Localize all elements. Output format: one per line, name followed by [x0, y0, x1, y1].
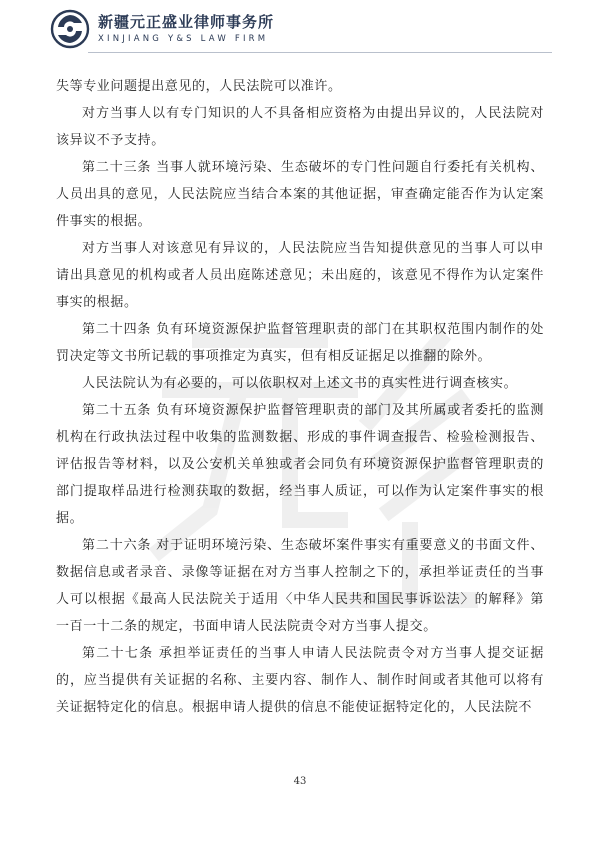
article-25: 第二十五条 负有环境资源保护监督管理职责的部门及其所属或者委托的监测机构在行政执法过程中收集的监测数据、形成的事件调查报告、检验检测报告、评估报告等材料，以及公安机关单独或者会同负有环境资源保护监督管理职责的部门提取样品进行检测获取的数据，经当事人质证，可以作为认定案件事实的根据。 — [56, 403, 544, 526]
article-24: 第二十四条 负有环境资源保护监督管理职责的部门在其职权范围内制作的处罚决定等文书所记载的事项推定为真实，但有相反证据足以推翻的除外。 — [56, 322, 544, 364]
article-26: 第二十六条 对于证明环境污染、生态破坏案件事实有重要意义的书面文件、数据信息或者录音、录像等证据在对方当事人控制之下的，承担举证责任的当事人可以根据《最高人民法院关于适用〈中华人民共和国民事诉讼法〉的解释》第一百一十二条的规定，书面申请人民法院责令对方当事人提交。 — [56, 538, 544, 634]
paragraph: 对方当事人对该意见有异议的，人民法院应当告知提供意见的当事人可以申请出具意见的机构或者人员出庭陈述意见；未出庭的，该意见不得作为认定案件事实的根据。 — [56, 241, 544, 310]
document-body — [56, 73, 544, 721]
page-header — [50, 6, 274, 52]
article-23: 第二十三条 当事人就环境污染、生态破坏的专门性问题自行委托有关机构、人员出具的意见，人民法院应当结合本案的其他证据，审查确定能否作为认定案件事实的根据。 — [56, 160, 544, 229]
firm-name-english: XINJIANG Y&S LAW FIRM — [98, 34, 269, 44]
header-divider — [88, 52, 552, 53]
paragraph: 对方当事人以有专门知识的人不具备相应资格为由提出异议的，人民法院对该异议不予支持。 — [56, 106, 544, 148]
paragraph: 人民法院认为有必要的，可以依职权对上述文书的真实性进行调查核实。 — [82, 376, 518, 391]
article-27: 第二十七条 承担举证责任的当事人申请人民法院责令对方当事人提交证据的，应当提供有关证据的名称、主要内容、制作人、制作时间或者其他可以将有关证据特定化的信息。根据申请人提供的信息不能使证据特定化的，人民法院不 — [56, 646, 544, 715]
paragraph-continuation: 失等专业问题提出意见的，人民法院可以准许。 — [56, 79, 342, 94]
firm-name-block — [98, 13, 274, 45]
firm-logo-icon — [50, 9, 90, 49]
firm-name-chinese: 新疆元正盛业律师事务所 — [98, 13, 275, 31]
page-number: 43 — [293, 776, 307, 787]
